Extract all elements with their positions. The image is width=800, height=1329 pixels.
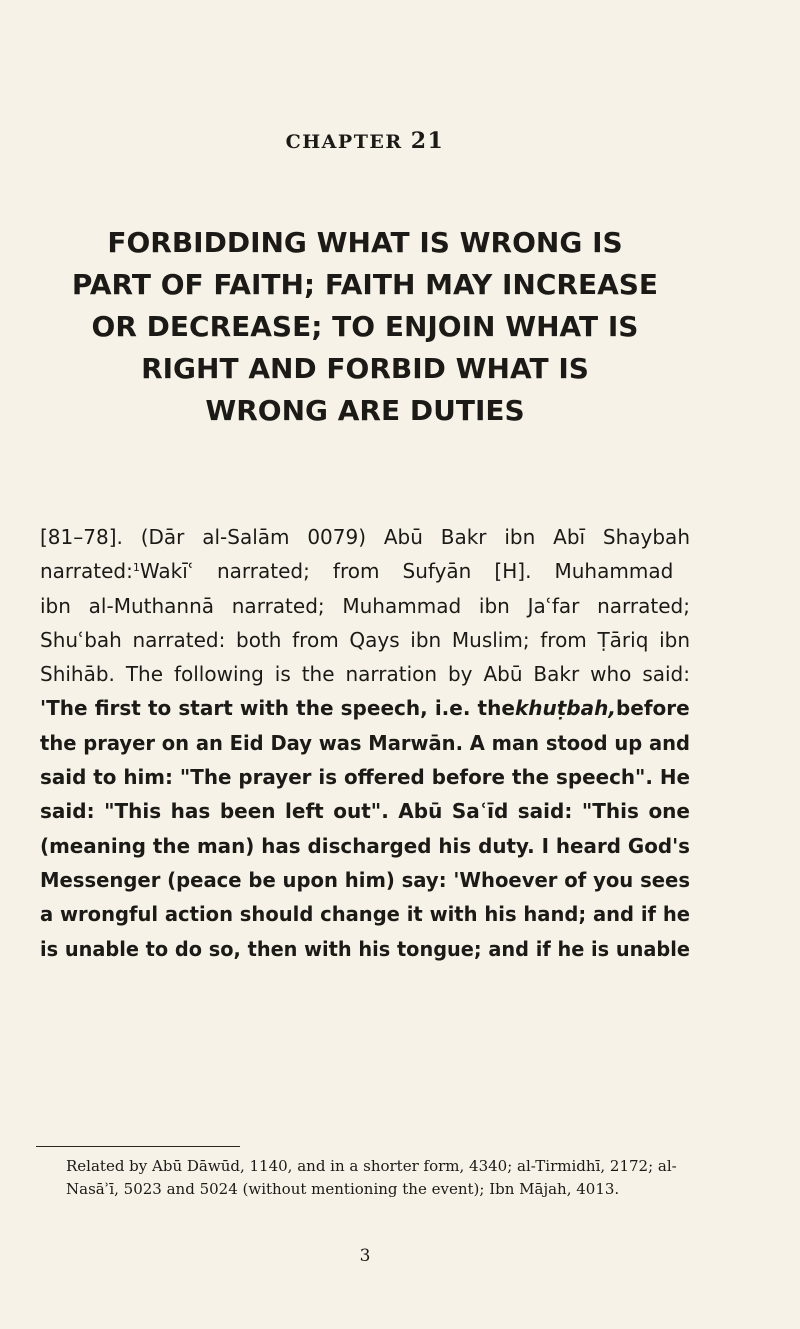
text-line: [40, 829, 690, 863]
text-segment: narrated:1Wakīʿ narrated; from Sufyān [H]. Muhammad: [40, 554, 673, 588]
text-line: [40, 589, 690, 623]
title-line: PART OF FAITH; FAITH MAY INCREASE: [71, 268, 659, 301]
text-line: [40, 726, 690, 760]
title-line: WRONG ARE DUTIES: [205, 394, 525, 427]
text-segment: Shuʿbah narrated: both from Qays ibn Muslim; from Ṭāriq ibn: [40, 627, 690, 652]
footnote-line: Nasāʾī, 5023 and 5024 (without mentioning the event); Ibn Mājah, 4013.: [66, 1180, 620, 1198]
text-segment: said: "This has been left out". Abū Saʿīd said: "This one: [40, 799, 690, 824]
text-segment: [81–78]. (Dār al-Salām 0079) Abū Bakr ibn Abī Shaybah: [40, 525, 690, 549]
text-line: [40, 623, 690, 657]
page-number: 3: [359, 1246, 371, 1266]
text-segment: [40, 691, 690, 725]
text-segment: a wrongful action should change it with his hand; and if he: [40, 902, 690, 927]
text-line: [40, 554, 690, 588]
chapter-number: 21: [410, 128, 445, 154]
title-line: OR DECREASE; TO ENJOIN WHAT IS: [91, 310, 639, 343]
text-line: [40, 794, 690, 828]
chapter-title: [40, 222, 690, 432]
text-segment: before: [615, 696, 690, 721]
footnote-divider: [36, 1146, 240, 1147]
emphasis-term: khuṭbah,: [514, 696, 616, 721]
text-line: [40, 520, 690, 554]
text-segment: 'The first to start with the speech, i.e. the: [40, 696, 515, 721]
text-line: [40, 863, 690, 897]
text-segment: is unable to do so, then with his tongue; and if he is unable: [40, 936, 690, 961]
text-line: [40, 657, 690, 691]
chapter-label: CHAPTER: [285, 131, 403, 153]
text-segment: Messenger (peace be upon him) say: 'Whoever of you sees: [40, 867, 690, 892]
text-segment: (meaning the man) has discharged his duty. I heard God's: [40, 833, 690, 858]
text-segment: said to him: "The prayer is offered before the speech". He: [40, 765, 690, 790]
text-segment: Shihāb. The following is the narration by Abū Bakr who said:: [40, 662, 690, 687]
footnote-line: Related by Abū Dāwūd, 1140, and in a shorter form, 4340; al-Tirmidhī, 2172; al-: [66, 1157, 677, 1175]
title-line: FORBIDDING WHAT IS WRONG IS: [107, 226, 623, 259]
text-line: [40, 897, 690, 931]
text-line: [40, 932, 690, 966]
chapter-heading: [0, 128, 730, 154]
text-segment: Wakīʿ narrated; from Sufyān [H]. Muhammad: [139, 559, 674, 584]
text-segment: the prayer on an Eid Day was Marwān. A man stood up and: [40, 730, 690, 755]
text-segment: narrated:: [40, 559, 133, 584]
text-line: [40, 760, 690, 794]
text-segment: ibn al-Muthannā narrated; Muhammad ibn Jaʿfar narrated;: [40, 593, 690, 618]
text-line: [40, 691, 690, 725]
footnote: [66, 1155, 690, 1201]
title-line: RIGHT AND FORBID WHAT IS: [141, 352, 589, 385]
hadith-text: [40, 520, 690, 966]
